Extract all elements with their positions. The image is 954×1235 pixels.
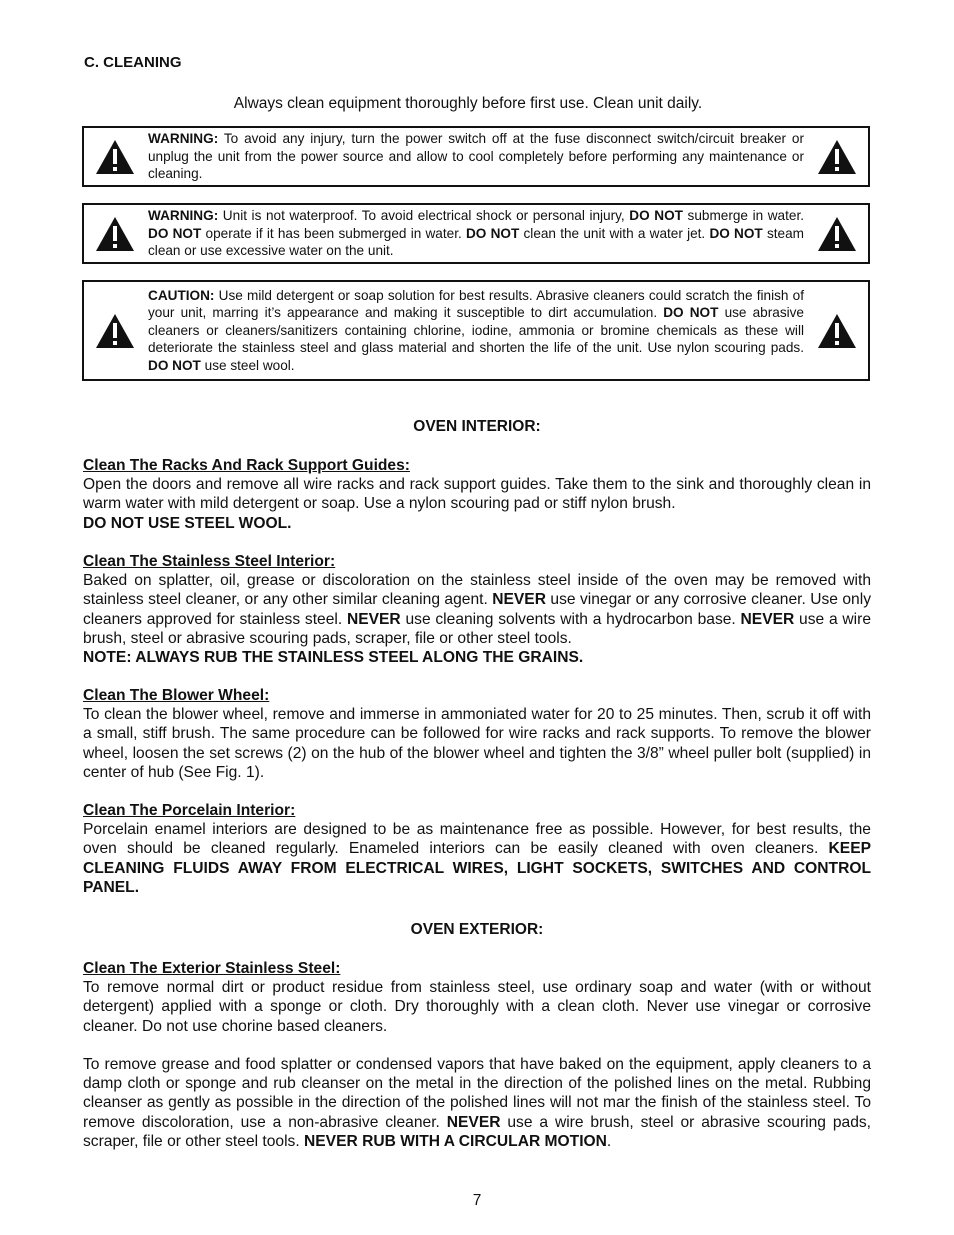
- warning-label: WARNING:: [148, 131, 219, 147]
- body-text: To avoid any injury, turn the power switch off at the fuse disconnect switch/circuit breaker or unplug the unit from the power source and allow to cool completely before performing any maintenance or cleaning.: [148, 131, 804, 182]
- section-heading: C. CLEANING: [84, 54, 182, 71]
- emphasis-text: NEVER: [492, 591, 546, 609]
- emphasis-text: DO NOT: [465, 225, 520, 241]
- body-text: .: [606, 1132, 612, 1150]
- intro-text: Always clean equipment thoroughly before first use. Clean unit daily.: [233, 95, 703, 112]
- caution-text: [146, 287, 806, 375]
- oven-interior-title: OVEN INTERIOR:: [413, 418, 541, 435]
- body-text: use cleaning solvents with a hydrocarbon base.: [400, 610, 741, 628]
- body-text: To clean the blower wheel, remove and immerse in ammoniated water for 20 to 25 minutes. Then, scrub it off with a small, stiff brush. The same procedure can be followed for wire racks and rack supports. To remove the blower wheel, loosen the set screws (2) on the hub of the blower wheel and tighten the 3/8” wheel puller bolt (supplied) in center of hub (See Fig. 1).: [83, 706, 871, 781]
- body-text: operate if it has been submerged in water.: [201, 225, 466, 241]
- body-text: steam clean or use excessive water on the unit.: [148, 225, 804, 259]
- emphasis-text: DO NOT USE STEEL WOOL.: [83, 514, 292, 532]
- warning-triangle-icon: [84, 139, 146, 175]
- body-text: use a wire brush, steel or abrasive scouring pads, scraper, file or other steel tools.: [83, 1113, 871, 1150]
- warning-triangle-icon: [806, 216, 868, 252]
- emphasis-text: NEVER: [446, 1113, 501, 1131]
- warning-box-1: [82, 126, 870, 187]
- body-text: use a wire brush, steel or abrasive scouring pads, scraper, file or other steel tools.: [83, 610, 871, 647]
- warning-triangle-icon: [806, 139, 868, 175]
- body-text: use steel wool.: [200, 357, 295, 373]
- blower-wheel-section: [83, 686, 871, 782]
- emphasis-text: NOTE: ALWAYS RUB THE STAINLESS STEEL ALONG THE GRAINS.: [83, 649, 584, 667]
- stainless-interior-section: [83, 552, 871, 667]
- body-text: Unit is not waterproof. To avoid electrical shock or personal injury,: [218, 208, 630, 224]
- body-text: submerge in water.: [682, 208, 804, 224]
- emphasis-text: NEVER: [346, 610, 401, 628]
- warning-triangle-icon: [84, 216, 146, 252]
- emphasis-text: DO NOT: [709, 225, 763, 241]
- emphasis-text: DO NOT: [148, 225, 202, 241]
- subsection-heading: Clean The Porcelain Interior:: [83, 802, 296, 819]
- body-text: clean the unit with a water jet.: [519, 225, 710, 241]
- body-text: Baked on splatter, oil, grease or discoloration on the stainless steel inside of the oven may be removed with stainless steel cleaner, or any other similar cleaning agent.: [83, 572, 871, 609]
- subsection-heading: Clean The Stainless Steel Interior:: [83, 553, 336, 570]
- oven-exterior-title: OVEN EXTERIOR:: [410, 921, 544, 938]
- racks-section: [83, 456, 871, 533]
- emphasis-text: NEVER RUB WITH A CIRCULAR MOTION: [304, 1132, 607, 1150]
- emphasis-text: NEVER: [740, 610, 795, 628]
- porcelain-interior-section: [83, 801, 871, 897]
- warning-triangle-icon: [84, 313, 146, 349]
- body-text: To remove grease and food splatter or condensed vapors that have baked on the equipment, apply cleaners to a damp cloth or sponge and rub cleanser on the metal in the direction of the polished lines on the metal. Rubbing cleanser as gently as possible in the direction of the polished lines will not mar the finish of the stainless steel. To remove discoloration, use a non-abrasive cleaner.: [83, 1056, 871, 1131]
- body-text: Use mild detergent or soap solution for best results. Abrasive cleaners could scratch the finish of your unit, marring it’s appearance and making it susceptible to dirt accumulation.: [148, 287, 804, 321]
- warning-text-1: [146, 130, 806, 183]
- emphasis-text: KEEP CLEANING FLUIDS AWAY FROM ELECTRICAL WIRES, LIGHT SOCKETS, SWITCHES AND CONTROL PANEL.: [83, 840, 871, 896]
- emphasis-text: DO NOT: [629, 208, 683, 224]
- warning-label: WARNING:: [148, 208, 219, 224]
- subsection-heading: Clean The Racks And Rack Support Guides:: [83, 457, 410, 474]
- exterior-stainless-section: [83, 959, 871, 1036]
- emphasis-text: DO NOT: [663, 305, 719, 321]
- page-number: 7: [472, 1192, 482, 1209]
- warning-triangle-icon: [806, 313, 868, 349]
- body-text: To remove normal dirt or product residue from stainless steel, use ordinary soap and water (with or without detergent) applied with a sponge or cloth. Dry thoroughly with a clean cloth. Never use vinegar or corrosive cleaner. Do not use chorine based cleaners.: [83, 979, 871, 1035]
- body-text: Porcelain enamel interiors are designed to be as maintenance free as possible. However, for best results, the oven should be cleaned regularly. Enameled interiors can be easily cleaned with oven cleaners.: [83, 821, 871, 858]
- warning-box-2: [82, 203, 870, 264]
- warning-label: CAUTION:: [148, 287, 215, 303]
- body-text: Open the doors and remove all wire racks and rack support guides. Take them to the sink and thoroughly clean in warm water with mild detergent or soap. Use a nylon scouring pad or stiff nylon brush.: [83, 476, 871, 513]
- warning-text-2: [146, 207, 806, 260]
- grease-removal-paragraph: [83, 1055, 871, 1151]
- emphasis-text: DO NOT: [148, 357, 201, 373]
- body-text: use abrasive cleaners or cleaners/sanitizers containing chlorine, iodine, ammonia or bromine chemicals as these will deteriorate the stainless steel and glass material and shorten the life of the unit. Use nylon scouring pads.: [148, 305, 804, 356]
- caution-box: [82, 280, 870, 381]
- subsection-heading: Clean The Exterior Stainless Steel:: [83, 960, 341, 977]
- subsection-heading: Clean The Blower Wheel:: [83, 687, 270, 704]
- body-text: use vinegar or any corrosive cleaner. Use only cleaners approved for stainless steel.: [83, 591, 871, 628]
